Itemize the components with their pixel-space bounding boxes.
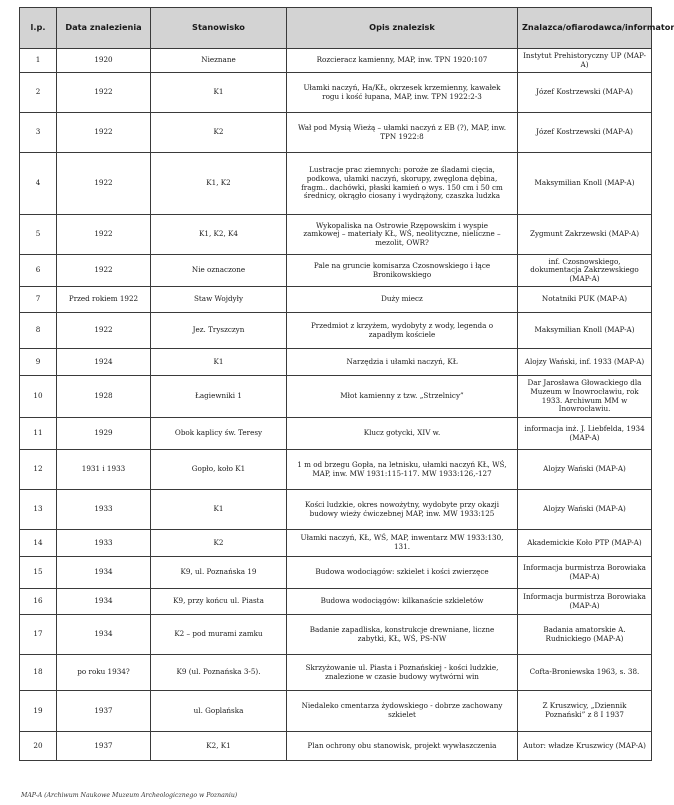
cell-data-znalezienia: 1934 bbox=[57, 557, 151, 589]
table-body bbox=[20, 49, 652, 761]
cell-stanowisko: Nie oznaczone bbox=[151, 255, 287, 287]
cell-data-znalezienia: 1937 bbox=[57, 691, 151, 732]
cell-stanowisko: K9 (ul. Poznańska 3-5). bbox=[151, 655, 287, 691]
table-row bbox=[20, 113, 652, 153]
cell-opis: Skrzyżowanie ul. Piasta i Poznańskiej - kości ludzkie, znalezione w czasie budowy wytwórni win bbox=[287, 655, 518, 691]
findings-table bbox=[19, 7, 674, 761]
cell-lp: 19 bbox=[20, 691, 57, 732]
cell-data-znalezienia: 1931 i 1933 bbox=[57, 450, 151, 490]
cell-lp: 10 bbox=[20, 376, 57, 418]
table-row bbox=[20, 215, 652, 255]
cell-stanowisko: K1, K2 bbox=[151, 153, 287, 215]
header-znalazca: Znalazca/ofiarodawca/informator bbox=[518, 8, 652, 49]
header-data-znalezienia: Data znalezienia bbox=[57, 8, 151, 49]
cell-lp: 13 bbox=[20, 490, 57, 530]
cell-opis: Budowa wodociągów: szkielet i kości zwierzęce bbox=[287, 557, 518, 589]
cell-stanowisko: K2 bbox=[151, 113, 287, 153]
cell-data-znalezienia: 1933 bbox=[57, 490, 151, 530]
cell-stanowisko: Jez. Tryszczyn bbox=[151, 313, 287, 349]
cell-znalazca: Notatniki PUK (MAP-A) bbox=[518, 287, 652, 313]
cell-opis: Klucz gotycki, XIV w. bbox=[287, 418, 518, 450]
cell-lp: 5 bbox=[20, 215, 57, 255]
cell-lp: 18 bbox=[20, 655, 57, 691]
cell-opis: Lustracje prac ziemnych: poroże ze śladami cięcia, podkowa, ułamki naczyń, skorupy, zwęglona dębina, fragm.. dachówki, płaski kamień o wys. 150 cm i 50 cm średnicy, okrągło ciosany i wydrążony, czaszka ludzka bbox=[287, 153, 518, 215]
cell-opis: Narzędzia i ułamki naczyń, KŁ bbox=[287, 349, 518, 376]
header-stanowisko: Stanowisko bbox=[151, 8, 287, 49]
cell-znalazca: inf. Czosnowskiego, dokumentacja Zakrzewskiego (MAP-A) bbox=[518, 255, 652, 287]
table-row bbox=[20, 691, 652, 732]
cell-znalazca: Z Kruszwicy, „Dziennik Poznański” z 8 I 1937 bbox=[518, 691, 652, 732]
table-row bbox=[20, 490, 652, 530]
cell-lp: 14 bbox=[20, 530, 57, 557]
table-row bbox=[20, 615, 652, 655]
cell-data-znalezienia: 1922 bbox=[57, 255, 151, 287]
cell-opis: Wykopaliska na Ostrowie Rzępowskim i wyspie zamkowej – materiały KŁ, WŚ, neolityczne, nieliczne – mezolit, OWR? bbox=[287, 215, 518, 255]
cell-stanowisko: K2 – pod murami zamku bbox=[151, 615, 287, 655]
cell-data-znalezienia: 1933 bbox=[57, 530, 151, 557]
cell-znalazca: Akademickie Koło PTP (MAP-A) bbox=[518, 530, 652, 557]
cell-znalazca: Alojzy Wański (MAP-A) bbox=[518, 450, 652, 490]
cell-znalazca: Maksymilian Knoll (MAP-A) bbox=[518, 313, 652, 349]
cell-stanowisko: Gopło, koło K1 bbox=[151, 450, 287, 490]
header-lp: l.p. bbox=[20, 8, 57, 49]
header-opis-znalezisk: Opis znalezisk bbox=[287, 8, 518, 49]
cell-stanowisko: K1 bbox=[151, 490, 287, 530]
table-row bbox=[20, 349, 652, 376]
cell-stanowisko: ul. Goplańska bbox=[151, 691, 287, 732]
cell-opis: Duży miecz bbox=[287, 287, 518, 313]
cell-stanowisko: K9, ul. Poznańska 19 bbox=[151, 557, 287, 589]
table-row bbox=[20, 313, 652, 349]
cell-lp: 15 bbox=[20, 557, 57, 589]
cell-data-znalezienia: 1922 bbox=[57, 215, 151, 255]
table-row bbox=[20, 49, 652, 73]
cell-opis: Pale na gruncie komisarza Czosnowskiego i łące Bronikowskiego bbox=[287, 255, 518, 287]
cell-lp: 2 bbox=[20, 73, 57, 113]
cell-opis: Przedmiot z krzyżem, wydobyty z wody, legenda o zapadłym kościele bbox=[287, 313, 518, 349]
cell-znalazca: Cofta-Broniewska 1963, s. 38. bbox=[518, 655, 652, 691]
cell-opis: Ułamki naczyń, Ha/KŁ, okrzesek krzemienny, kawałek rogu i kość łupana, MAP, inw. TPN 1922:2-3 bbox=[287, 73, 518, 113]
cell-opis: Młot kamienny z tzw. „Strzelnicy” bbox=[287, 376, 518, 418]
cell-stanowisko: K1 bbox=[151, 73, 287, 113]
cell-data-znalezienia: 1922 bbox=[57, 153, 151, 215]
cell-znalazca: Zygmunt Zakrzewski (MAP-A) bbox=[518, 215, 652, 255]
cell-data-znalezienia: 1922 bbox=[57, 113, 151, 153]
cell-stanowisko: K2 bbox=[151, 530, 287, 557]
cell-data-znalezienia: 1929 bbox=[57, 418, 151, 450]
cell-znalazca: Alojzy Wański, inf. 1933 (MAP-A) bbox=[518, 349, 652, 376]
footnote: MAP-A (Archiwum Naukowe Muzeum Archeologicznego w Poznaniu) bbox=[21, 792, 238, 799]
cell-znalazca: Dar Jarosława Głowackiego dla Muzeum w Inowrocławiu, rok 1933. Archiwum MM w Inowrocławiu. bbox=[518, 376, 652, 418]
cell-opis: Wał pod Mysią Wieżą – ułamki naczyń z EB (?), MAP, inw. TPN 1922:8 bbox=[287, 113, 518, 153]
cell-data-znalezienia: 1928 bbox=[57, 376, 151, 418]
cell-data-znalezienia: 1922 bbox=[57, 73, 151, 113]
cell-lp: 11 bbox=[20, 418, 57, 450]
table-row bbox=[20, 153, 652, 215]
cell-data-znalezienia: Przed rokiem 1922 bbox=[57, 287, 151, 313]
cell-stanowisko: Obok kaplicy św. Teresy bbox=[151, 418, 287, 450]
table-row bbox=[20, 732, 652, 761]
cell-data-znalezienia: 1924 bbox=[57, 349, 151, 376]
table-row bbox=[20, 73, 652, 113]
cell-stanowisko: Łagiewniki 1 bbox=[151, 376, 287, 418]
cell-znalazca: Józef Kostrzewski (MAP-A) bbox=[518, 73, 652, 113]
cell-lp: 20 bbox=[20, 732, 57, 761]
cell-znalazca: Informacja burmistrza Borowiaka (MAP-A) bbox=[518, 589, 652, 615]
cell-opis: Kości ludzkie, okres nowożytny, wydobyte przy okazji budowy wieży ćwiczebnej MAP, inw. MW 1933:125 bbox=[287, 490, 518, 530]
cell-lp: 1 bbox=[20, 49, 57, 73]
cell-stanowisko: Nieznane bbox=[151, 49, 287, 73]
cell-znalazca: Instytut Prehistoryczny UP (MAP-A) bbox=[518, 49, 652, 73]
cell-lp: 7 bbox=[20, 287, 57, 313]
cell-data-znalezienia: 1920 bbox=[57, 49, 151, 73]
table-row bbox=[20, 287, 652, 313]
cell-opis: 1 m od brzegu Gopła, na letnisku, ułamki naczyń KŁ, WŚ, MAP, inw. MW 1931:115-117. MW 1933:126,-127 bbox=[287, 450, 518, 490]
cell-opis: Niedaleko cmentarza żydowskiego - dobrze zachowany szkielet bbox=[287, 691, 518, 732]
table-row bbox=[20, 530, 652, 557]
table-row bbox=[20, 418, 652, 450]
cell-stanowisko: K1 bbox=[151, 349, 287, 376]
table-row bbox=[20, 557, 652, 589]
table-row bbox=[20, 376, 652, 418]
cell-znalazca: Autor: władze Kruszwicy (MAP-A) bbox=[518, 732, 652, 761]
cell-lp: 12 bbox=[20, 450, 57, 490]
cell-opis: Ułamki naczyń, KŁ, WŚ, MAP, inwentarz MW 1933:130, 131. bbox=[287, 530, 518, 557]
cell-stanowisko: Staw Wojdyły bbox=[151, 287, 287, 313]
table-header-row bbox=[20, 8, 652, 49]
cell-znalazca: Badania amatorskie A. Rudnickiego (MAP-A) bbox=[518, 615, 652, 655]
cell-data-znalezienia: 1934 bbox=[57, 589, 151, 615]
cell-opis: Budowa wodociągów: kilkanaście szkieletów bbox=[287, 589, 518, 615]
cell-stanowisko: K1, K2, K4 bbox=[151, 215, 287, 255]
table-row bbox=[20, 255, 652, 287]
cell-lp: 4 bbox=[20, 153, 57, 215]
cell-znalazca: informacja inż. J. Liebfelda, 1934 (MAP-A) bbox=[518, 418, 652, 450]
cell-stanowisko: K9, przy końcu ul. Piasta bbox=[151, 589, 287, 615]
table-row bbox=[20, 450, 652, 490]
cell-znalazca: Alojzy Wański (MAP-A) bbox=[518, 490, 652, 530]
cell-lp: 6 bbox=[20, 255, 57, 287]
cell-lp: 16 bbox=[20, 589, 57, 615]
cell-opis: Rozcieracz kamienny, MAP, inw. TPN 1920:107 bbox=[287, 49, 518, 73]
cell-data-znalezienia: 1922 bbox=[57, 313, 151, 349]
cell-znalazca: Maksymilian Knoll (MAP-A) bbox=[518, 153, 652, 215]
cell-znalazca: Informacja burmistrza Borowiaka (MAP-A) bbox=[518, 557, 652, 589]
cell-data-znalezienia: 1934 bbox=[57, 615, 151, 655]
cell-lp: 17 bbox=[20, 615, 57, 655]
table-row bbox=[20, 655, 652, 691]
table-row bbox=[20, 589, 652, 615]
cell-data-znalezienia: po roku 1934? bbox=[57, 655, 151, 691]
cell-znalazca: Józef Kostrzewski (MAP-A) bbox=[518, 113, 652, 153]
cell-data-znalezienia: 1937 bbox=[57, 732, 151, 761]
cell-opis: Badanie zapadliska, konstrukcje drewniane, liczne zabytki, KŁ, WŚ, PS-NW bbox=[287, 615, 518, 655]
cell-lp: 9 bbox=[20, 349, 57, 376]
cell-lp: 8 bbox=[20, 313, 57, 349]
cell-lp: 3 bbox=[20, 113, 57, 153]
cell-stanowisko: K2, K1 bbox=[151, 732, 287, 761]
cell-opis: Plan ochrony obu stanowisk, projekt wywłaszczenia bbox=[287, 732, 518, 761]
